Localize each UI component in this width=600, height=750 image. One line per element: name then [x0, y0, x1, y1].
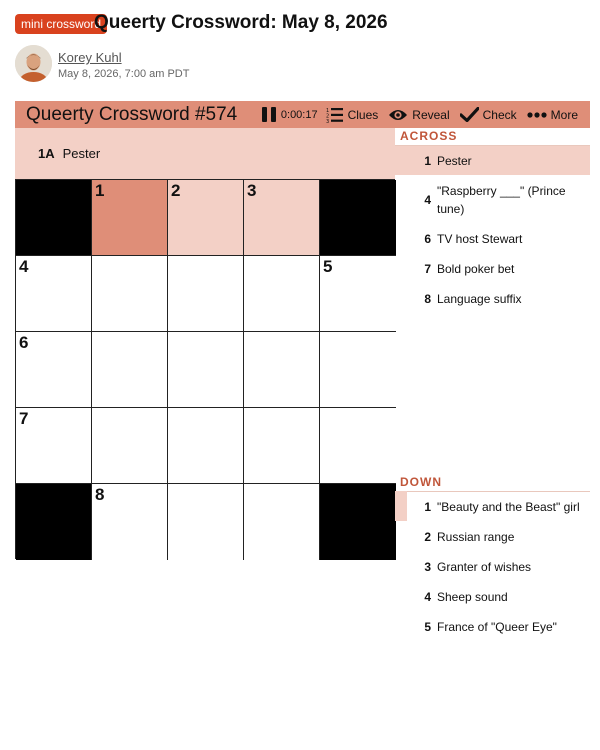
- down-clue-4[interactable]: [395, 588, 590, 606]
- clue-number: 8: [424, 292, 431, 306]
- grid-cell[interactable]: [92, 332, 168, 408]
- cell-number: 7: [19, 409, 29, 428]
- crossword-grid: [15, 179, 395, 559]
- down-clue-3[interactable]: [395, 558, 590, 576]
- clue-number: 5: [424, 620, 431, 634]
- across-clue-8[interactable]: [395, 290, 590, 308]
- timer-button[interactable]: [261, 106, 318, 123]
- more-label: More: [550, 107, 578, 122]
- clue-text: Sheep sound: [437, 590, 508, 604]
- clue-text: Language suffix: [437, 292, 522, 306]
- current-clue-text: Pester: [62, 146, 101, 161]
- down-clue-2[interactable]: [395, 528, 590, 546]
- across-clue-6[interactable]: [395, 230, 590, 248]
- cell-number: 3: [247, 181, 257, 200]
- grid-cell[interactable]: [16, 256, 92, 332]
- grid-cell[interactable]: [168, 256, 244, 332]
- clue-text: Russian range: [437, 530, 515, 544]
- grid-cell[interactable]: [92, 180, 168, 256]
- grid-cell[interactable]: [320, 408, 396, 484]
- cell-number: 4: [19, 257, 29, 276]
- grid-cell[interactable]: [320, 256, 396, 332]
- puzzle-toolbar: [15, 101, 590, 128]
- grid-cell[interactable]: [168, 332, 244, 408]
- grid-cell[interactable]: [168, 484, 244, 560]
- post-date: May 8, 2026, 7:00 am PDT: [58, 68, 190, 80]
- timer-value: 0:00:17: [280, 108, 318, 121]
- black-square: [320, 484, 396, 560]
- check-label: Check: [482, 107, 517, 122]
- clue-number: 2: [424, 530, 431, 544]
- grid-cell[interactable]: [92, 256, 168, 332]
- grid-cell[interactable]: [168, 408, 244, 484]
- clue-text: "Raspberry ___" (Prince tune): [437, 184, 566, 216]
- grid-cell[interactable]: [244, 332, 320, 408]
- grid-cell[interactable]: [244, 484, 320, 560]
- author-name-link[interactable]: Korey Kuhl: [58, 50, 122, 65]
- current-clue-bar: [15, 128, 395, 179]
- clue-text: TV host Stewart: [437, 232, 523, 246]
- cell-number: 6: [19, 333, 29, 352]
- clue-number: 4: [424, 590, 431, 604]
- check-button[interactable]: [460, 107, 517, 122]
- grid-cell[interactable]: [92, 408, 168, 484]
- check-icon: [460, 107, 479, 122]
- clues-label: Clues: [347, 107, 379, 122]
- eye-icon: [388, 108, 408, 122]
- black-square: [16, 484, 92, 560]
- clue-number: 7: [424, 262, 431, 276]
- across-heading: ACROSS: [395, 129, 590, 146]
- cell-number: 2: [171, 181, 181, 200]
- down-clue-5[interactable]: [395, 618, 590, 636]
- svg-text:2: 2: [325, 113, 329, 119]
- black-square: [320, 180, 396, 256]
- grid-cell[interactable]: [244, 180, 320, 256]
- grid-cell[interactable]: [320, 332, 396, 408]
- cell-number: 5: [323, 257, 333, 276]
- clue-text: Granter of wishes: [437, 560, 532, 574]
- clue-number: 1: [424, 500, 431, 514]
- clue-text: France of "Queer Eye": [437, 620, 557, 634]
- avatar[interactable]: [15, 45, 52, 82]
- svg-text:1: 1: [325, 107, 329, 114]
- clue-number: 1: [424, 154, 431, 168]
- grid-cell[interactable]: [168, 180, 244, 256]
- more-dots-icon: [527, 111, 547, 119]
- grid-cell[interactable]: [244, 408, 320, 484]
- down-clue-1[interactable]: [395, 498, 590, 516]
- page-title: Queerty Crossword: May 8, 2026: [94, 12, 388, 33]
- grid-cell[interactable]: [244, 256, 320, 332]
- across-clue-1[interactable]: [395, 146, 590, 175]
- clue-number: 4: [424, 193, 431, 207]
- pause-icon: [261, 106, 277, 123]
- across-clue-4[interactable]: [395, 182, 590, 218]
- current-clue-number: 1A: [38, 146, 55, 161]
- reveal-button[interactable]: [388, 108, 449, 122]
- down-heading: DOWN: [395, 475, 590, 492]
- clue-number: 6: [424, 232, 431, 246]
- grid-cell[interactable]: [92, 484, 168, 560]
- clues-list-icon: [326, 106, 344, 124]
- puzzle-title: Queerty Crossword #574: [26, 103, 238, 125]
- more-button[interactable]: [527, 108, 578, 122]
- clues-button[interactable]: [326, 106, 379, 124]
- cell-number: 8: [95, 485, 105, 504]
- clue-text: Bold poker bet: [437, 262, 515, 276]
- mini-crossword-badge: mini crossword: [15, 14, 107, 34]
- reveal-label: Reveal: [412, 107, 450, 122]
- svg-text:3: 3: [325, 118, 329, 124]
- grid-cell[interactable]: [16, 332, 92, 408]
- clue-number: 3: [424, 560, 431, 574]
- cell-number: 1: [95, 181, 105, 200]
- black-square: [16, 180, 92, 256]
- clue-text: "Beauty and the Beast" girl: [437, 500, 580, 514]
- across-clue-7[interactable]: [395, 260, 590, 278]
- clue-text: Pester: [437, 154, 472, 168]
- grid-cell[interactable]: [16, 408, 92, 484]
